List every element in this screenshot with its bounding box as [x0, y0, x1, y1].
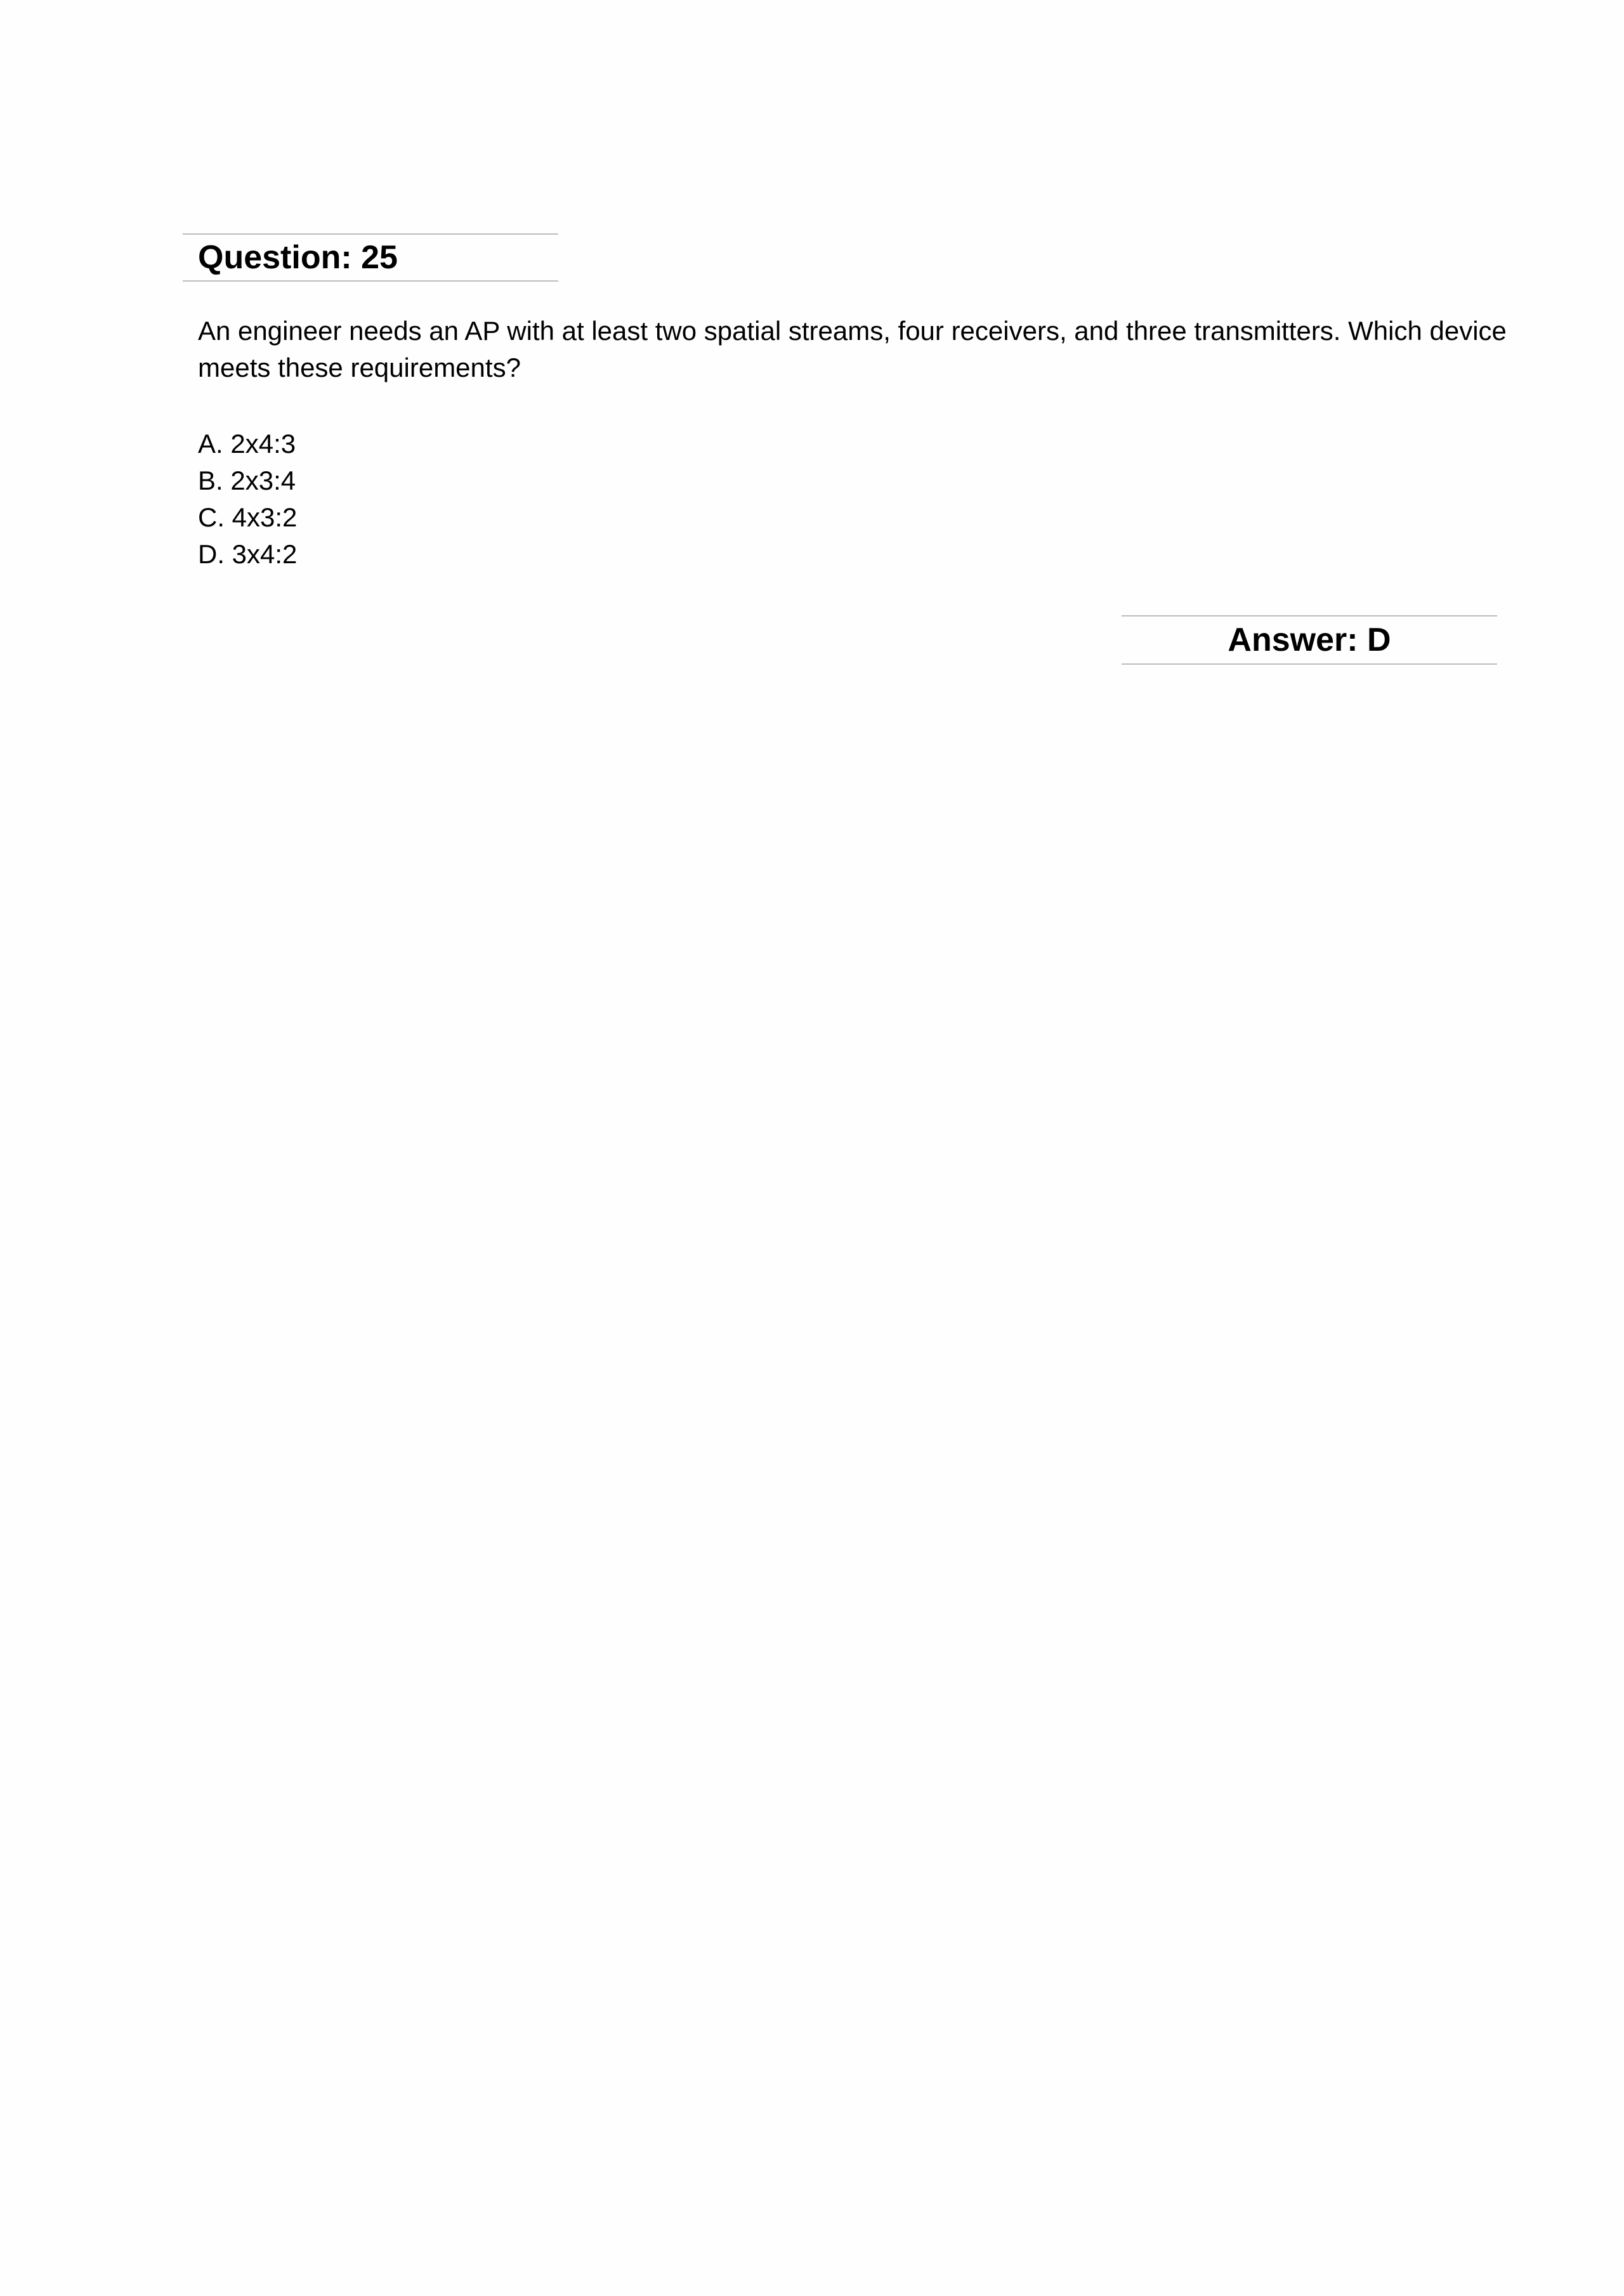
answer-label: Answer: D — [1228, 622, 1391, 658]
option-d: D. 3x4:2 — [198, 539, 298, 569]
question-title: Question: 25 — [198, 239, 398, 276]
question-text: An engineer needs an AP with at least two spatial streams, four receivers, and three transmitters. Which device meets these requirements? — [198, 316, 1507, 382]
question-header — [183, 233, 558, 282]
option-b: B. 2x3:4 — [198, 466, 296, 495]
answer-options-list — [198, 426, 297, 573]
option-a: A. 2x4:3 — [198, 429, 296, 459]
answer-box — [1122, 615, 1497, 665]
option-c: C. 4x3:2 — [198, 502, 298, 532]
